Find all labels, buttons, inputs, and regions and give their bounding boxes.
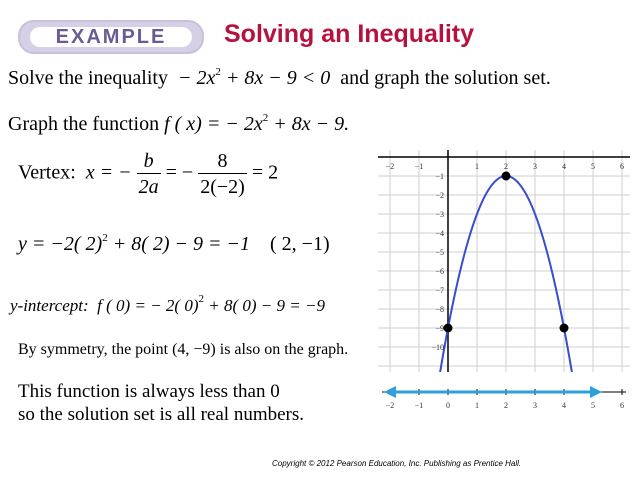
- graph-function-exponent: 2: [262, 112, 269, 124]
- conclusion-line-1: This function is always less than 0: [18, 381, 280, 402]
- x-tick-label: −1: [414, 162, 424, 171]
- problem-statement: [8, 67, 551, 90]
- y-intercept-label: y-intercept:: [10, 296, 89, 315]
- example-badge-label: EXAMPLE: [55, 26, 167, 48]
- vertex-y-expr-part2: + 8( 2) − 9 = −1: [107, 233, 251, 255]
- number-line-tick-label: 1: [475, 401, 479, 410]
- example-badge: [18, 20, 204, 54]
- vertex-fraction-value-numerator: 8: [217, 150, 228, 172]
- number-line-tick-label: 5: [591, 401, 595, 410]
- solution-arrow-left: [384, 386, 396, 398]
- parabola-graph: [378, 150, 630, 372]
- vertex-label: Vertex:: [18, 161, 76, 184]
- y-intercept-line: [10, 293, 325, 316]
- y-tick-label: −9: [435, 324, 444, 333]
- vertex-lhs: x = −: [85, 161, 132, 184]
- y-tick-label: −8: [435, 305, 444, 314]
- vertex-fraction-formula-denominator: 2a: [137, 173, 161, 197]
- y-tick-label: −5: [435, 248, 444, 257]
- problem-text-tail: and graph the solution set.: [340, 67, 551, 89]
- vertex-fraction-value-denominator: 2(−2): [198, 173, 247, 197]
- y-tick-label: −4: [435, 229, 444, 238]
- slide-title: Solving an Inequality: [224, 20, 475, 48]
- number-line-tick-label: 6: [620, 401, 624, 410]
- y-tick-label: −6: [435, 267, 444, 276]
- copyright-notice: Copyright © 2012 Pearson Education, Inc. Publishing as Prentice Hall.: [272, 459, 522, 468]
- conclusion-line-2: so the solution set is all real numbers.: [18, 404, 305, 425]
- graph-function-text: Graph the function: [8, 113, 160, 135]
- vertex-fraction-value: [198, 151, 247, 197]
- vertex-result: = 2: [251, 161, 279, 184]
- vertex-line: [18, 151, 278, 197]
- y-tick-label: −3: [435, 210, 444, 219]
- x-tick-label: 5: [591, 162, 595, 171]
- number-line-tick-label: 0: [446, 401, 450, 410]
- vertex-y-exponent: 2: [102, 232, 108, 244]
- graph-function-expr-part1: f ( x) = − 2x: [164, 113, 263, 135]
- x-tick-label: 4: [562, 162, 566, 171]
- vertex-mid: = −: [165, 161, 194, 184]
- x-tick-label: 3: [533, 162, 537, 171]
- vertex-y-expr-part1: y = −2( 2): [18, 233, 103, 255]
- problem-exponent: 2: [215, 66, 221, 78]
- solution-arrow-right: [590, 386, 602, 398]
- number-line-tick-label: −1: [414, 401, 424, 410]
- x-tick-label: 6: [620, 162, 624, 171]
- vertex-point: ( 2, −1): [270, 233, 330, 255]
- number-line-tick-label: 2: [504, 401, 508, 410]
- problem-text-lead: Solve the inequality: [8, 67, 168, 89]
- graph-point: [560, 324, 569, 333]
- graph-point: [444, 324, 453, 333]
- y-intercept-expr-part2: + 8( 0) − 9 = −9: [203, 296, 325, 315]
- y-tick-label: −10: [431, 343, 444, 352]
- y-intercept-expr-part1: f ( 0) = − 2( 0): [97, 296, 199, 315]
- y-intercept-exponent: 2: [198, 293, 204, 305]
- problem-expression-part2: + 8x − 9 < 0: [220, 67, 331, 89]
- vertex-y-line: [18, 233, 330, 256]
- graph-function-line: [8, 113, 349, 136]
- vertex-fraction-formula: [137, 151, 161, 197]
- problem-expression-part1: − 2x: [177, 67, 216, 89]
- graph-function-expr-part2: + 8x − 9.: [268, 113, 350, 135]
- number-line-tick-label: 4: [562, 401, 566, 410]
- solution-number-line: [378, 382, 630, 416]
- number-line-tick-label: −2: [385, 401, 395, 410]
- number-line-tick-label: 3: [533, 401, 537, 410]
- y-tick-label: −2: [435, 191, 444, 200]
- x-tick-label: 2: [504, 162, 508, 171]
- y-tick-label: −1: [435, 172, 444, 181]
- example-badge-inner: [30, 27, 192, 47]
- symmetry-note: By symmetry, the point (4, −9) is also on the graph.: [18, 341, 349, 358]
- x-tick-label: 1: [475, 162, 479, 171]
- graph-point: [502, 172, 511, 181]
- x-tick-label: −2: [385, 162, 395, 171]
- vertex-fraction-formula-numerator: b: [143, 150, 154, 172]
- y-tick-label: −7: [435, 286, 444, 295]
